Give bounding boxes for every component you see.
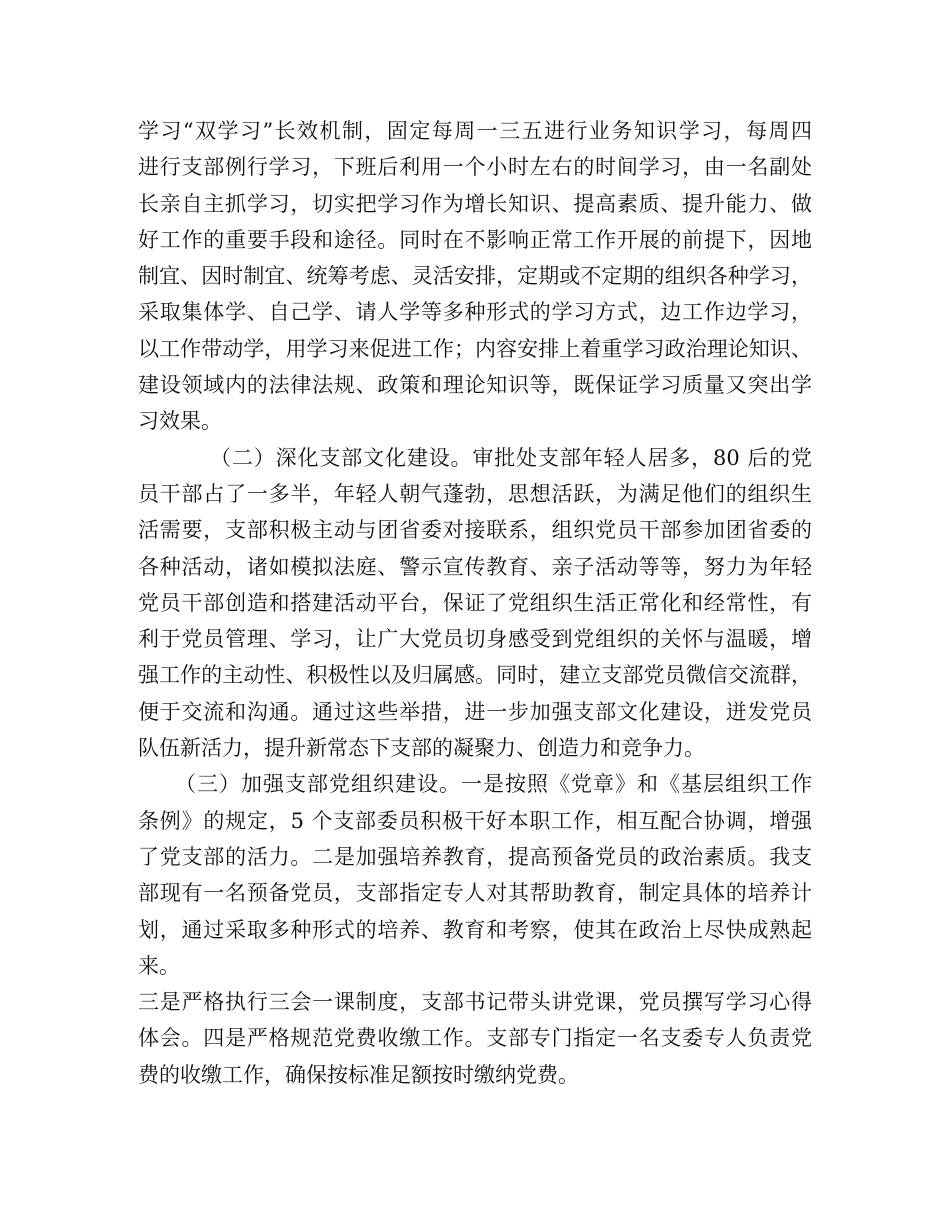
- document-body: [138, 113, 812, 1093]
- text-line: 员干部占了一多半，年轻人朝气蓬勃，思想活跃，为满足他们的组织生: [138, 481, 812, 506]
- text-line: 党员干部创造和搭建活动平台，保证了党组织生活正常化和经常性，有: [138, 590, 812, 615]
- paragraph-party-dues: [138, 984, 812, 1093]
- paragraph-branch-culture: [138, 440, 812, 767]
- text-line: 各种活动，诸如模拟法庭、警示宣传教育、亲子活动等等，努力为年轻: [138, 554, 812, 579]
- text-line: 建设领域内的法律法规、政策和理论知识等，既保证学习质量又突出学: [138, 373, 812, 398]
- text-line: 活需要，支部积极主动与团省委对接联系，组织党员干部参加团省委的: [138, 518, 812, 543]
- text-line: 来。: [138, 953, 180, 978]
- text-line: 以工作带动学，用学习来促进工作；内容安排上着重学习政治理论知识、: [138, 336, 812, 361]
- text-line: 进行支部例行学习，下班后利用一个小时左右的时间学习，由一名副处: [138, 155, 812, 180]
- text-line: 学习“双学习”长效机制，固定每周一三五进行业务知识学习，每周四: [138, 119, 812, 143]
- text-line: 划，通过采取多种形式的培养、教育和考察，使其在政治上尽快成熟起: [138, 917, 812, 942]
- text-line: 体会。四是严格规范党费收缴工作。支部专门指定一名支委专人负责党: [138, 1026, 812, 1051]
- text-line: 便于交流和沟通。通过这些举措，进一步加强支部文化建设，迸发党员: [138, 699, 812, 724]
- text-line: 好工作的重要手段和途径。同时在不影响正常工作开展的前提下，因地: [138, 227, 812, 252]
- text-line: 费的收缴工作，确保按标准足额按时缴纳党费。: [138, 1062, 579, 1087]
- text-line: 习效果。: [138, 409, 222, 434]
- paragraph-study-mechanism: [138, 113, 812, 440]
- text-line: 了党支部的活力。二是加强培养教育，提高预备党员的政治素质。我支: [138, 844, 812, 869]
- text-line: 制宜、因时制宜、统筹考虑、灵活安排，定期或不定期的组织各种学习，: [138, 264, 812, 289]
- text-line: 队伍新活力，提升新常态下支部的凝聚力、创造力和竞争力。: [138, 736, 705, 761]
- text-line: 强工作的主动性、积极性以及归属感。同时，建立支部党员微信交流群，: [138, 663, 812, 688]
- text-line: 部现有一名预备党员，支部指定专人对其帮助教育，制定具体的培养计: [138, 881, 812, 906]
- text-line: 长亲自主抓学习，切实把学习作为增长知识、提高素质、提升能力、做: [138, 191, 812, 216]
- section-heading-line: （二）深化支部文化建设。审批处支部年轻人居多，80 后的党: [210, 445, 812, 470]
- text-line: 条例》的规定，5 个支部委员积极干好本职工作，相互配合协调，增强: [138, 808, 812, 833]
- text-line: 三是严格执行三会一课制度，支部书记带头讲党课，党员撰写学习心得: [138, 990, 812, 1015]
- text-line: 利于党员管理、学习，让广大党员切身感受到党组织的关怀与温暖，增: [138, 627, 812, 652]
- text-line: 采取集体学、自己学、请人学等多种形式的学习方式，边工作边学习，: [138, 300, 812, 325]
- section-heading-line: （三）加强支部党组织建设。一是按照《党章》和《基层组织工作: [175, 772, 812, 797]
- paragraph-party-organization: [138, 766, 812, 984]
